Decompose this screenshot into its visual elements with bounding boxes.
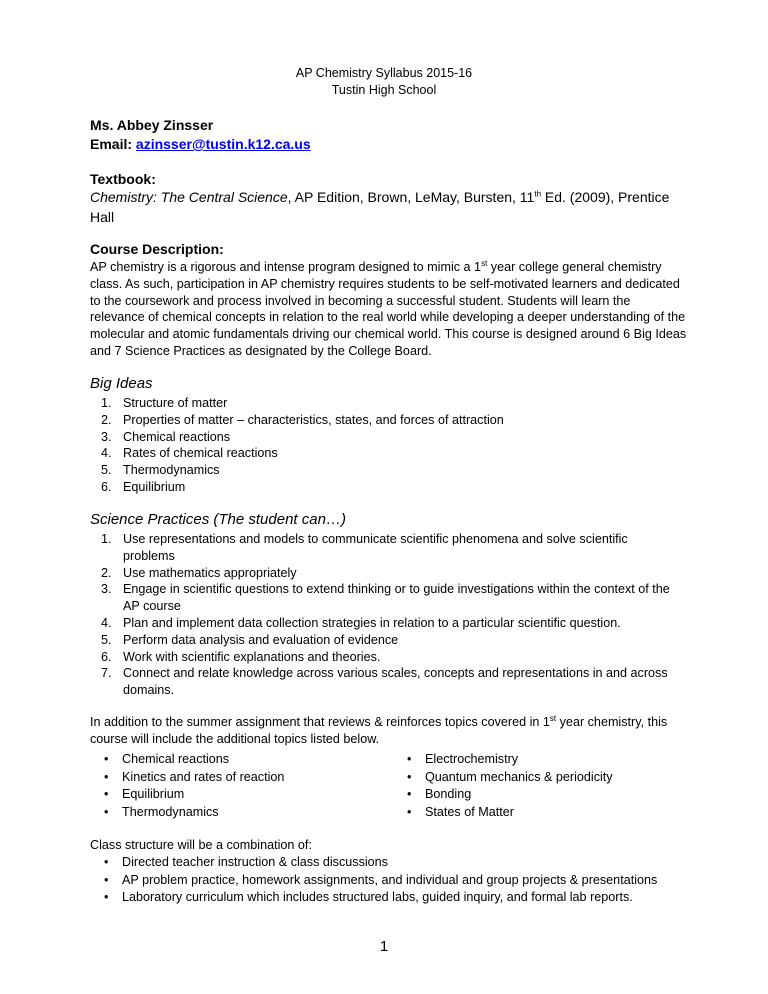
list-item: 6. Equilibrium — [101, 479, 186, 494]
list-item: 7. Connect and relate knowledge across various scales, concepts and representations in and across domains. — [101, 666, 668, 698]
list-item: • Directed teacher instruction & class discussions — [104, 855, 388, 869]
topics-list-left — [90, 751, 390, 821]
list-item: • Kinetics and rates of reaction — [104, 769, 285, 784]
topics-intro: In addition to the summer assignment that reviews & reinforces topics covered in 1st year chemistry, this course will include the additional topics listed below. — [90, 713, 668, 746]
list-item: 4. Plan and implement data collection strategies in relation to a particular scientific question. — [101, 615, 621, 630]
list-item: 1. Use representations and models to communicate scientific phenomena and solve scientific problems — [101, 532, 628, 563]
big-ideas-heading: Big Ideas — [90, 375, 153, 392]
list-item: • AP problem practice, homework assignments, and individual and group projects & presentations — [104, 872, 658, 887]
textbook-heading: Textbook: — [90, 171, 156, 187]
list-item: • Bonding — [407, 787, 472, 801]
teacher-name: Ms. Abbey Zinsser — [90, 117, 214, 133]
big-ideas-list — [90, 395, 690, 496]
list-item: 1. Structure of matter — [101, 396, 228, 410]
textbook-details: Chemistry: The Central Science, AP Edition, Brown, LeMay, Bursten, 11th Ed. (2009), Prentice Hall — [90, 189, 670, 225]
textbook-title: Chemistry: The Central Science — [90, 189, 288, 205]
science-practices-heading: Science Practices (The student can…) — [90, 511, 346, 528]
list-item: 5. Thermodynamics — [101, 463, 220, 478]
list-item: 3. Engage in scientific questions to extend thinking or to guide investigations within the context of the AP course — [101, 582, 670, 614]
list-item: 6. Work with scientific explanations and theories. — [101, 649, 381, 664]
list-item: • Equilibrium — [104, 787, 185, 801]
email-label: Email: — [90, 136, 133, 152]
list-item: • Electrochemistry — [407, 752, 519, 766]
email-link[interactable]: azinsser@tustin.k12.ca.us — [135, 136, 311, 152]
course-description-heading: Course Description: — [90, 241, 224, 257]
list-item: • Quantum mechanics & periodicity — [407, 769, 613, 784]
teacher-email — [90, 136, 311, 152]
list-item: 3. Chemical reactions — [101, 429, 231, 444]
topics-list-right — [393, 751, 693, 821]
class-structure-intro: Class structure will be a combination of: — [90, 838, 312, 852]
list-item: 2. Use mathematics appropriately — [101, 565, 297, 580]
list-item: • States of Matter — [407, 804, 514, 819]
school-name: Tustin High School — [331, 83, 437, 97]
class-structure-list — [90, 854, 710, 907]
science-practices-list — [90, 531, 670, 699]
list-item: 4. Rates of chemical reactions — [101, 446, 278, 461]
list-item: 2. Properties of matter – characteristics, states, and forces of attraction — [101, 412, 504, 427]
list-item: • Thermodynamics — [104, 804, 219, 819]
page-number: 1 — [379, 938, 389, 955]
list-item: • Laboratory curriculum which includes structured labs, guided inquiry, and formal lab reports. — [104, 890, 633, 904]
syllabus-title: AP Chemistry Syllabus 2015-16 — [295, 66, 473, 80]
list-item: 5. Perform data analysis and evaluation of evidence — [101, 632, 399, 647]
list-item: • Chemical reactions — [104, 752, 230, 766]
course-description-text: AP chemistry is a rigorous and intense program designed to mimic a 1st year college general chemistry class. As such, participation in AP chemistry requires students to be self-motivated learners and dedicated to the coursework and process involved in becoming a successful student. Students will learn the relevance of chemical concepts in relation to the real world while developing a deeper understanding of the molecular and atomic fundamentals driving our chemical world. This course is designed around 6 Big Ideas and 7 Science Practices as designated by the College Board. — [90, 258, 687, 358]
